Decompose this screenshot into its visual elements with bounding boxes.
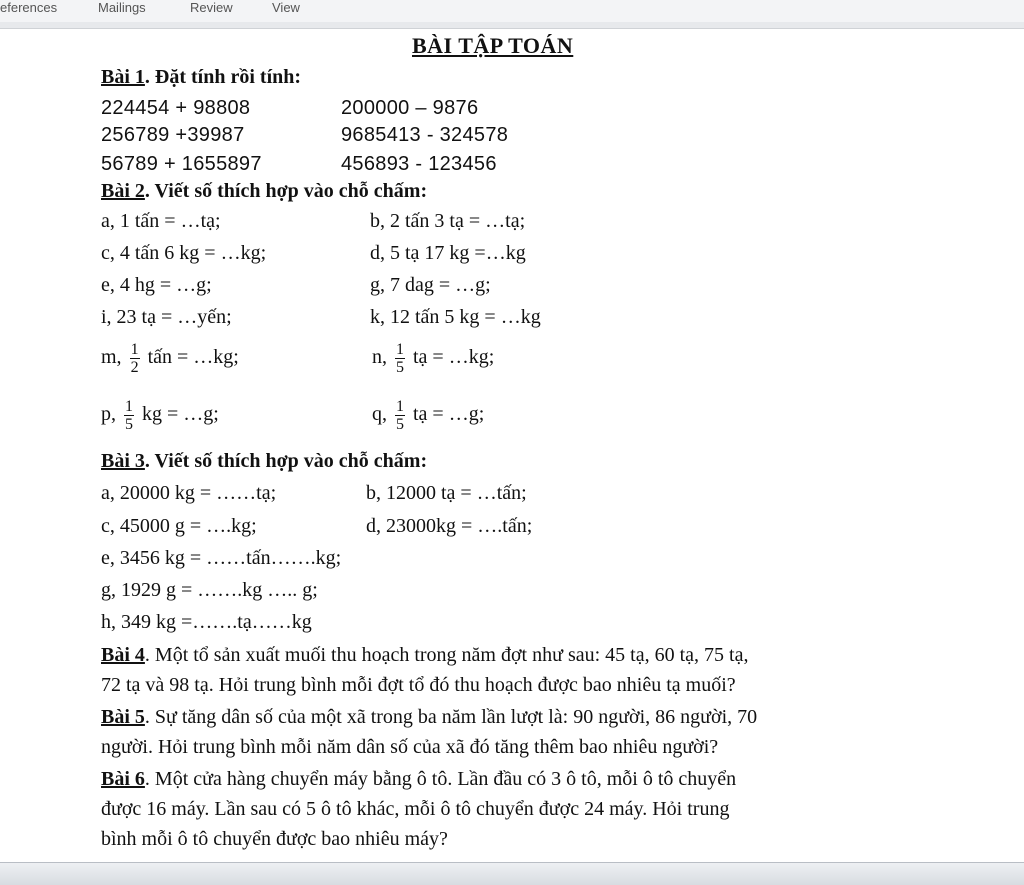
bai3-label: Bài 3 [101,450,145,472]
bai2-q-prefix: q, [372,403,387,426]
bai1-item-2: 200000 – 9876 [341,97,479,119]
tab-references[interactable]: eferences [0,0,58,15]
fraction-denominator: 5 [396,416,404,433]
ribbon-separator [0,22,1024,29]
bai2-m-suffix: tấn = …kg; [147,346,239,369]
fraction-numerator: 1 [396,398,404,415]
tab-mailings[interactable]: Mailings [98,0,146,15]
bai2-heading [101,180,427,203]
bai6-line-3: bình mỗi ô tô chuyển được bao nhiêu máy? [101,828,448,850]
bai3-item-g: g, 1929 g = …….kg ….. g; [101,579,318,601]
bai1-label: Bài 1 [101,66,145,88]
bai2-n-suffix: tạ = …kg; [413,346,495,369]
bai1-item-1: 224454 + 98808 [101,97,251,119]
bai1-heading-text: . Đặt tính rồi tính: [144,66,302,88]
bai3-item-a: a, 20000 kg = ……tạ; [101,482,277,504]
fraction-denominator: 2 [130,359,139,376]
fraction-denominator: 5 [396,359,404,376]
ribbon-tabs [0,0,1024,23]
bai1-item-6: 456893 - 123456 [341,153,497,175]
bai2-item-p [101,398,219,433]
bai4-line-2: 72 tạ và 98 tạ. Hỏi trung bình mỗi đợt tổ đó thu hoạch được bao nhiêu tạ muối? [101,674,736,696]
bai3-item-h: h, 349 kg =…….tạ……kg [101,611,312,633]
bai2-item-c: c, 4 tấn 6 kg = …kg; [101,242,267,264]
page-title: BÀI TẬP TOÁN [412,33,574,58]
bai2-item-b: b, 2 tấn 3 tạ = …tạ; [370,210,526,232]
bai2-item-a: a, 1 tấn = …tạ; [101,210,221,232]
bai1-item-5: 56789 + 1655897 [101,153,262,175]
bai2-item-n [372,341,494,376]
bai5-label: Bài 5 [101,706,145,728]
bai2-p-suffix: kg = …g; [142,403,219,426]
fraction [124,398,134,433]
bai2-q-suffix: tạ = …g; [413,403,485,426]
status-bar [0,862,1024,885]
fraction [130,341,140,376]
bai2-m-prefix: m, [101,346,122,369]
bai3-item-e: e, 3456 kg = ……tấn…….kg; [101,547,342,569]
bai3-item-d: d, 23000kg = ….tấn; [366,515,533,537]
bai2-heading-text: . Viết số thích hợp vào chỗ chấm: [144,180,428,202]
bai2-label: Bài 2 [101,180,145,202]
bai6-label: Bài 6 [101,768,145,790]
tab-review[interactable]: Review [190,0,233,15]
bai2-item-i: i, 23 tạ = …yến; [101,306,232,328]
bai6-paragraph [101,764,901,854]
bai5-line-2: người. Hỏi trung bình mỗi năm dân số của xã đó tăng thêm bao nhiêu người? [101,736,719,758]
bai6-line-2: được 16 máy. Lần sau có 5 ô tô khác, mỗi ô tô chuyển được 24 máy. Hỏi trung [101,798,730,820]
fraction-numerator: 1 [396,341,404,358]
tab-view[interactable]: View [272,0,300,15]
bai2-p-prefix: p, [101,403,116,426]
fraction-numerator: 1 [130,341,139,358]
bai1-heading [101,66,301,89]
bai5-line-1: . Sự tăng dân số của một xã trong ba năm lần lượt là: 90 người, 86 người, 70 [144,706,758,728]
fraction [395,398,405,433]
bai1-item-3: 256789 +39987 [101,124,245,146]
bai3-item-b: b, 12000 tạ = …tấn; [366,482,527,504]
bai2-item-q [372,398,484,433]
bai2-item-m [101,341,239,376]
bai2-item-g: g, 7 dag = …g; [370,274,491,296]
bai3-heading [101,450,427,473]
bai3-item-c: c, 45000 g = ….kg; [101,515,257,537]
bai2-item-k: k, 12 tấn 5 kg = …kg [370,306,541,328]
bai4-label: Bài 4 [101,644,145,666]
bai1-item-4: 9685413 - 324578 [341,124,509,146]
fraction-denominator: 5 [125,416,133,433]
bai3-heading-text: . Viết số thích hợp vào chỗ chấm: [144,450,428,472]
fraction [395,341,405,376]
bai2-n-prefix: n, [372,346,387,369]
bai2-item-e: e, 4 hg = …g; [101,274,212,296]
bai4-line-1: . Một tổ sản xuất muối thu hoạch trong năm đợt như sau: 45 tạ, 60 tạ, 75 tạ, [144,644,749,666]
bai4-paragraph [101,640,901,700]
bai6-line-1: . Một cửa hàng chuyển máy bằng ô tô. Lần đầu có 3 ô tô, mỗi ô tô chuyển [144,768,737,790]
bai5-paragraph [101,702,901,762]
bai2-item-d: d, 5 tạ 17 kg =…kg [370,242,526,264]
fraction-numerator: 1 [125,398,133,415]
document-page[interactable] [0,29,1024,863]
